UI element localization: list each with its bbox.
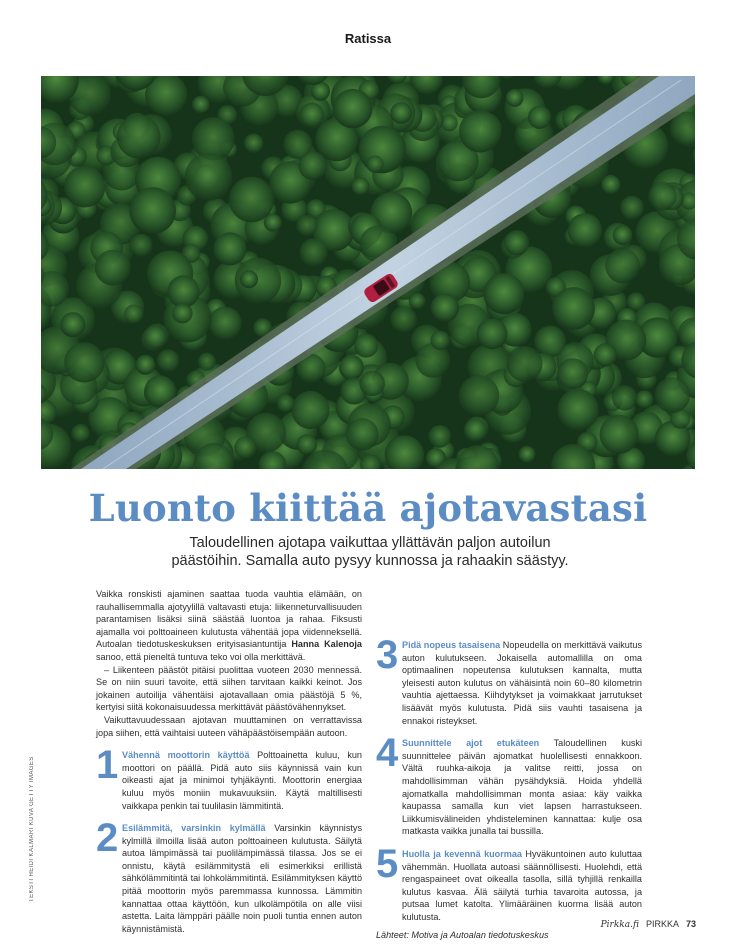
tip-title: Suunnittele ajot etukäteen bbox=[402, 738, 540, 749]
photo-credit: TEKSTI HEIDI KALMARI KUVA GETTY IMAGES bbox=[29, 756, 35, 902]
sources: Lähteet: Motiva ja Autoalan tiedotuskeskus bbox=[376, 930, 549, 941]
expert-name: Hanna Kalenoja bbox=[291, 639, 362, 650]
tip-2 bbox=[96, 816, 362, 935]
tip-text: Taloudellinen kuski suunnittelee päivän ajomatkat huolellisesti ennakkoon. Vältä ruuhka-aikoja ja valitse reitti, jossa on mahdollisimman vähän pysähdyksiä. Hoida yhdellä ajomatkalla mahdollisimman monta asiaa: käy vaikka kaupassa samalla kun viet lapsen harrastukseen. Liikkumisvälineiden yhdisteleminen kannattaa: kulje osa matkasta vaikka junalla tai bussilla. bbox=[402, 738, 642, 837]
tip-text: Polttoainetta kuluu, kun moottori on päällä. Pidä auto siis käynnissä vain kun oikeasti ajat ja minimoi tyhjäkäynti. Moottorin energiaa kuluu myös moniin mukavuuksiin. Käytä maltillisesti vaikkapa penkin tai tuulilasin lämmitintä. bbox=[122, 750, 362, 811]
tip-4 bbox=[376, 731, 642, 838]
tip-title: Huolla ja kevennä kuormaa bbox=[402, 848, 522, 859]
page-number: 73 bbox=[685, 919, 696, 929]
section-title: Ratissa bbox=[344, 31, 392, 46]
tip-number: 5 bbox=[376, 841, 399, 886]
page-footer bbox=[601, 919, 696, 930]
intro-paragraph-1: Vaikka ronskisti ajaminen saattaa tuoda vauhtia elämään, on rauhallisemmalla ajotyylillä valtavasti etuja: liikenneturvallisuuden parantamisen lisäksi siinä säästää luontoa ja rahaa. Fiksusti ajamalla voi polttoaineen kulutusta vähentää jopa viidenneksellä. Autoalan tiedotuskeskuksen erityisasiantuntija Hanna Kalenoja sanoo, että pieneltä tuntuva teko voi olla merkittävä. bbox=[96, 589, 362, 662]
tip-text: Varsinkin käynnistys kylmillä ilmoilla lisää auton polttoaineen kulutusta. Säilytä autoa lämpimässä tai puolilämpimässä tilassa. Jos se ei onnistu, käytä esilämmitystä eli esimerkiksi erillistä sähkölämmitintä tai lohkolämmitintä. Esilämmityksen käyttö pitää moottorin myös paremmassa kunnossa. Lämmitin kannattaa ottaa käyttöön, kun ulkolämpötila on alle viisi astetta. Laita lämppäri päälle noin puoli tuntia ennen auton käynnistämistä. bbox=[122, 823, 362, 934]
footer-site: Pirkka.fi bbox=[600, 920, 639, 930]
tip-number: 3 bbox=[376, 633, 399, 677]
tip-title: Pidä nopeus tasaisena bbox=[402, 640, 501, 650]
tip-text: Hyväkuntoinen auto kuluttaa vähemmän. Huollata autoasi säännöllisesti. Huolehdi, että rengaspaineet ovat oikealla tasolla, sillä tyhjillä renkailla kulutus kasvaa. Älä säilytä turhia tavaroita autossa, ja putsaa lumet katolta. Ylimääräinen kuorma lisää auton kulutusta. bbox=[402, 848, 642, 922]
tip-3 bbox=[376, 633, 642, 727]
hero-photo bbox=[41, 76, 695, 469]
headline: Luonto kiittää ajotavastasi bbox=[88, 486, 648, 530]
article-column-left bbox=[96, 588, 362, 935]
intro-paragraph-2: – Liikenteen päästöt pitäisi puolittaa vuoteen 2030 mennessä. Se on niin suuri tavoite, että siihen tarvitaan kaikki keinot. Jos jokainen autoilija vähentäisi ajotavallaan omia päästöjä 5 %, kertyisi siitä kokonaisuudessa merkittävät päästövähennykset. bbox=[96, 664, 362, 713]
tip-number: 2 bbox=[96, 816, 119, 861]
forest-road-aerial-image bbox=[41, 76, 695, 469]
lead-paragraph: Taloudellinen ajotapa vaikuttaa yllättävän paljon autoilun päästöihin. Samalla auto pysyy kunnossa ja rahaakin säästyy. bbox=[171, 535, 569, 569]
footer-magazine: PIRKKA bbox=[645, 919, 679, 929]
tip-number: 4 bbox=[376, 731, 399, 776]
tip-text: Nopeudella on merkittävä vaikutus auton kulutukseen. Jokaisella automallilla on oma optimaalinen nopeutensa kulutuksen kannalta, mutta yleisesti auton kulutus on vähäisintä noin 60–80 kilometrin vauhtia ajettaessa. Kiihdytykset ja voimakkaat jarrutukset lisäävät myös kulutusta. Pidä siis vauhti tasaisena ja ennakoi risteykset. bbox=[402, 640, 642, 726]
tip-title: Vähennä moottorin käyttöä bbox=[122, 750, 250, 761]
intro-paragraph-3: Vaikuttavuudessaan ajotavan muuttaminen on verrattavissa jopa siihen, että vaihtaisi uuteen vähäpäästöisempään autoon. bbox=[96, 714, 362, 738]
tip-5 bbox=[376, 841, 642, 924]
tip-number: 1 bbox=[96, 743, 119, 788]
article-column-right bbox=[376, 588, 642, 942]
tip-1 bbox=[96, 743, 362, 812]
tip-title: Esilämmitä, varsinkin kylmällä bbox=[122, 823, 266, 834]
